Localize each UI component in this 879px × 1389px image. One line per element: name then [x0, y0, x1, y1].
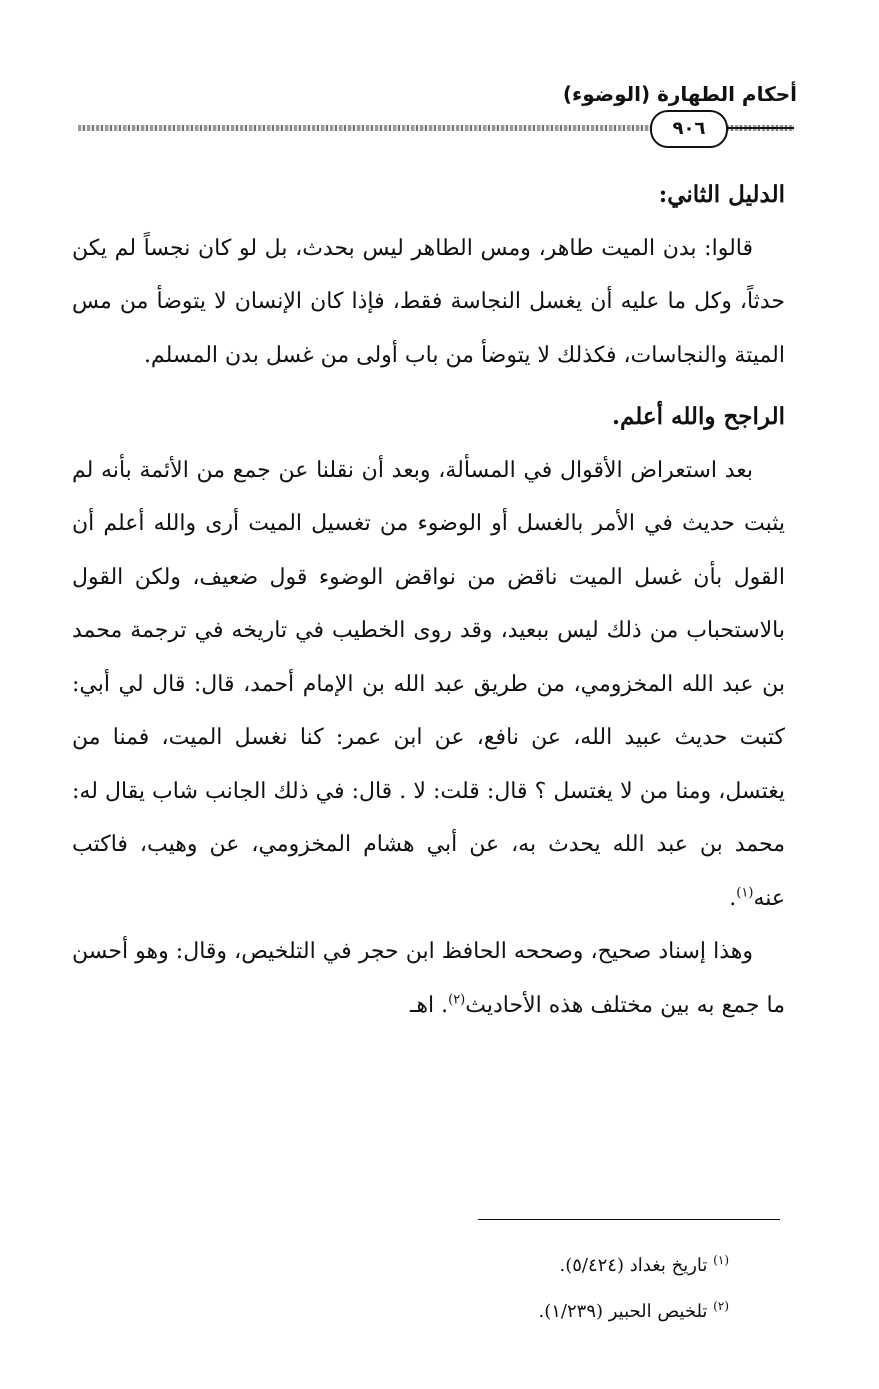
footnotes — [329, 1243, 729, 1335]
paragraph-preponderant-text: بعد استعراض الأقوال في المسألة، وبعد أن نقلنا عن جمع من الأئمة بأنه لم يثبت حديث في الأمر بالغسل أو الوضوء من تغسيل الميت أرى والله أعلم أن القول بأن غسل الميت ناقض من نواقض الوضوء قول ضعيف، ولكن القول بالاستحباب من ذلك ليس ببعيد، وقد روى الخطيب في تاريخه في ترجمة محمد بن عبد الله المخزومي، من طريق عبد الله بن الإمام أحمد، قال: قال لي أبي: كتبت حديث عبيد الله، عن نافع، عن ابن عمر: كنا نغسل الميت، فمنا من يغتسل، ومنا من لا يغتسل ؟ قال: قلت: لا . قال: في ذلك الجانب شاب يقال له: محمد بن عبد الله يحدث به، عن أبي هشام المخزومي، عن وهيب، فاكتب عنه — [72, 457, 785, 911]
footnote-number: (١) — [713, 1253, 729, 1267]
paragraph-isnad — [72, 925, 785, 1032]
body-text — [72, 168, 785, 1032]
section-heading-preponderant: الراجح والله أعلم. — [611, 403, 785, 430]
paragraph-preponderant — [72, 444, 785, 926]
running-title: أحكام الطهارة (الوضوء) — [562, 82, 797, 106]
footnote-separator — [478, 1219, 780, 1220]
footnote-text: تاريخ بغداد (٥/٤٢٤). — [559, 1255, 708, 1276]
footnote-number: (٢) — [713, 1299, 729, 1313]
page-number: ٩٠٦ — [650, 110, 728, 148]
section-heading-second-evidence: الدليل الثاني: — [658, 181, 785, 208]
paragraph-preponderant-end: . — [729, 885, 737, 911]
paragraph-isnad-end: . اهـ — [409, 992, 449, 1018]
header-rule-end — [720, 127, 794, 129]
footnote-text: تلخيص الحبير (١/٢٣٩). — [538, 1301, 708, 1322]
footnote-2 — [329, 1289, 729, 1335]
paragraph-isnad-text: وهذا إسناد صحيح، وصححه الحافظ ابن حجر في التلخيص، وقال: وهو أحسن ما جمع به بين مختلف هذه الأحاديث — [72, 939, 785, 1018]
footnote-1 — [329, 1243, 729, 1289]
paragraph-second-evidence: قالوا: بدن الميت طاهر، ومس الطاهر ليس بحدث، بل لو كان نجساً لم يكن حدثاً، وكل ما عليه أن يغسل النجاسة فقط، فإذا كان الإنسان لا يتوضأ من مس الميتة والنجاسات، فكذلك لا يتوضأ من باب أولى من غسل بدن المسلم. — [72, 235, 785, 368]
footnote-ref-1[interactable]: (١) — [736, 885, 754, 901]
footnote-ref-2[interactable]: (٢) — [448, 992, 466, 1008]
